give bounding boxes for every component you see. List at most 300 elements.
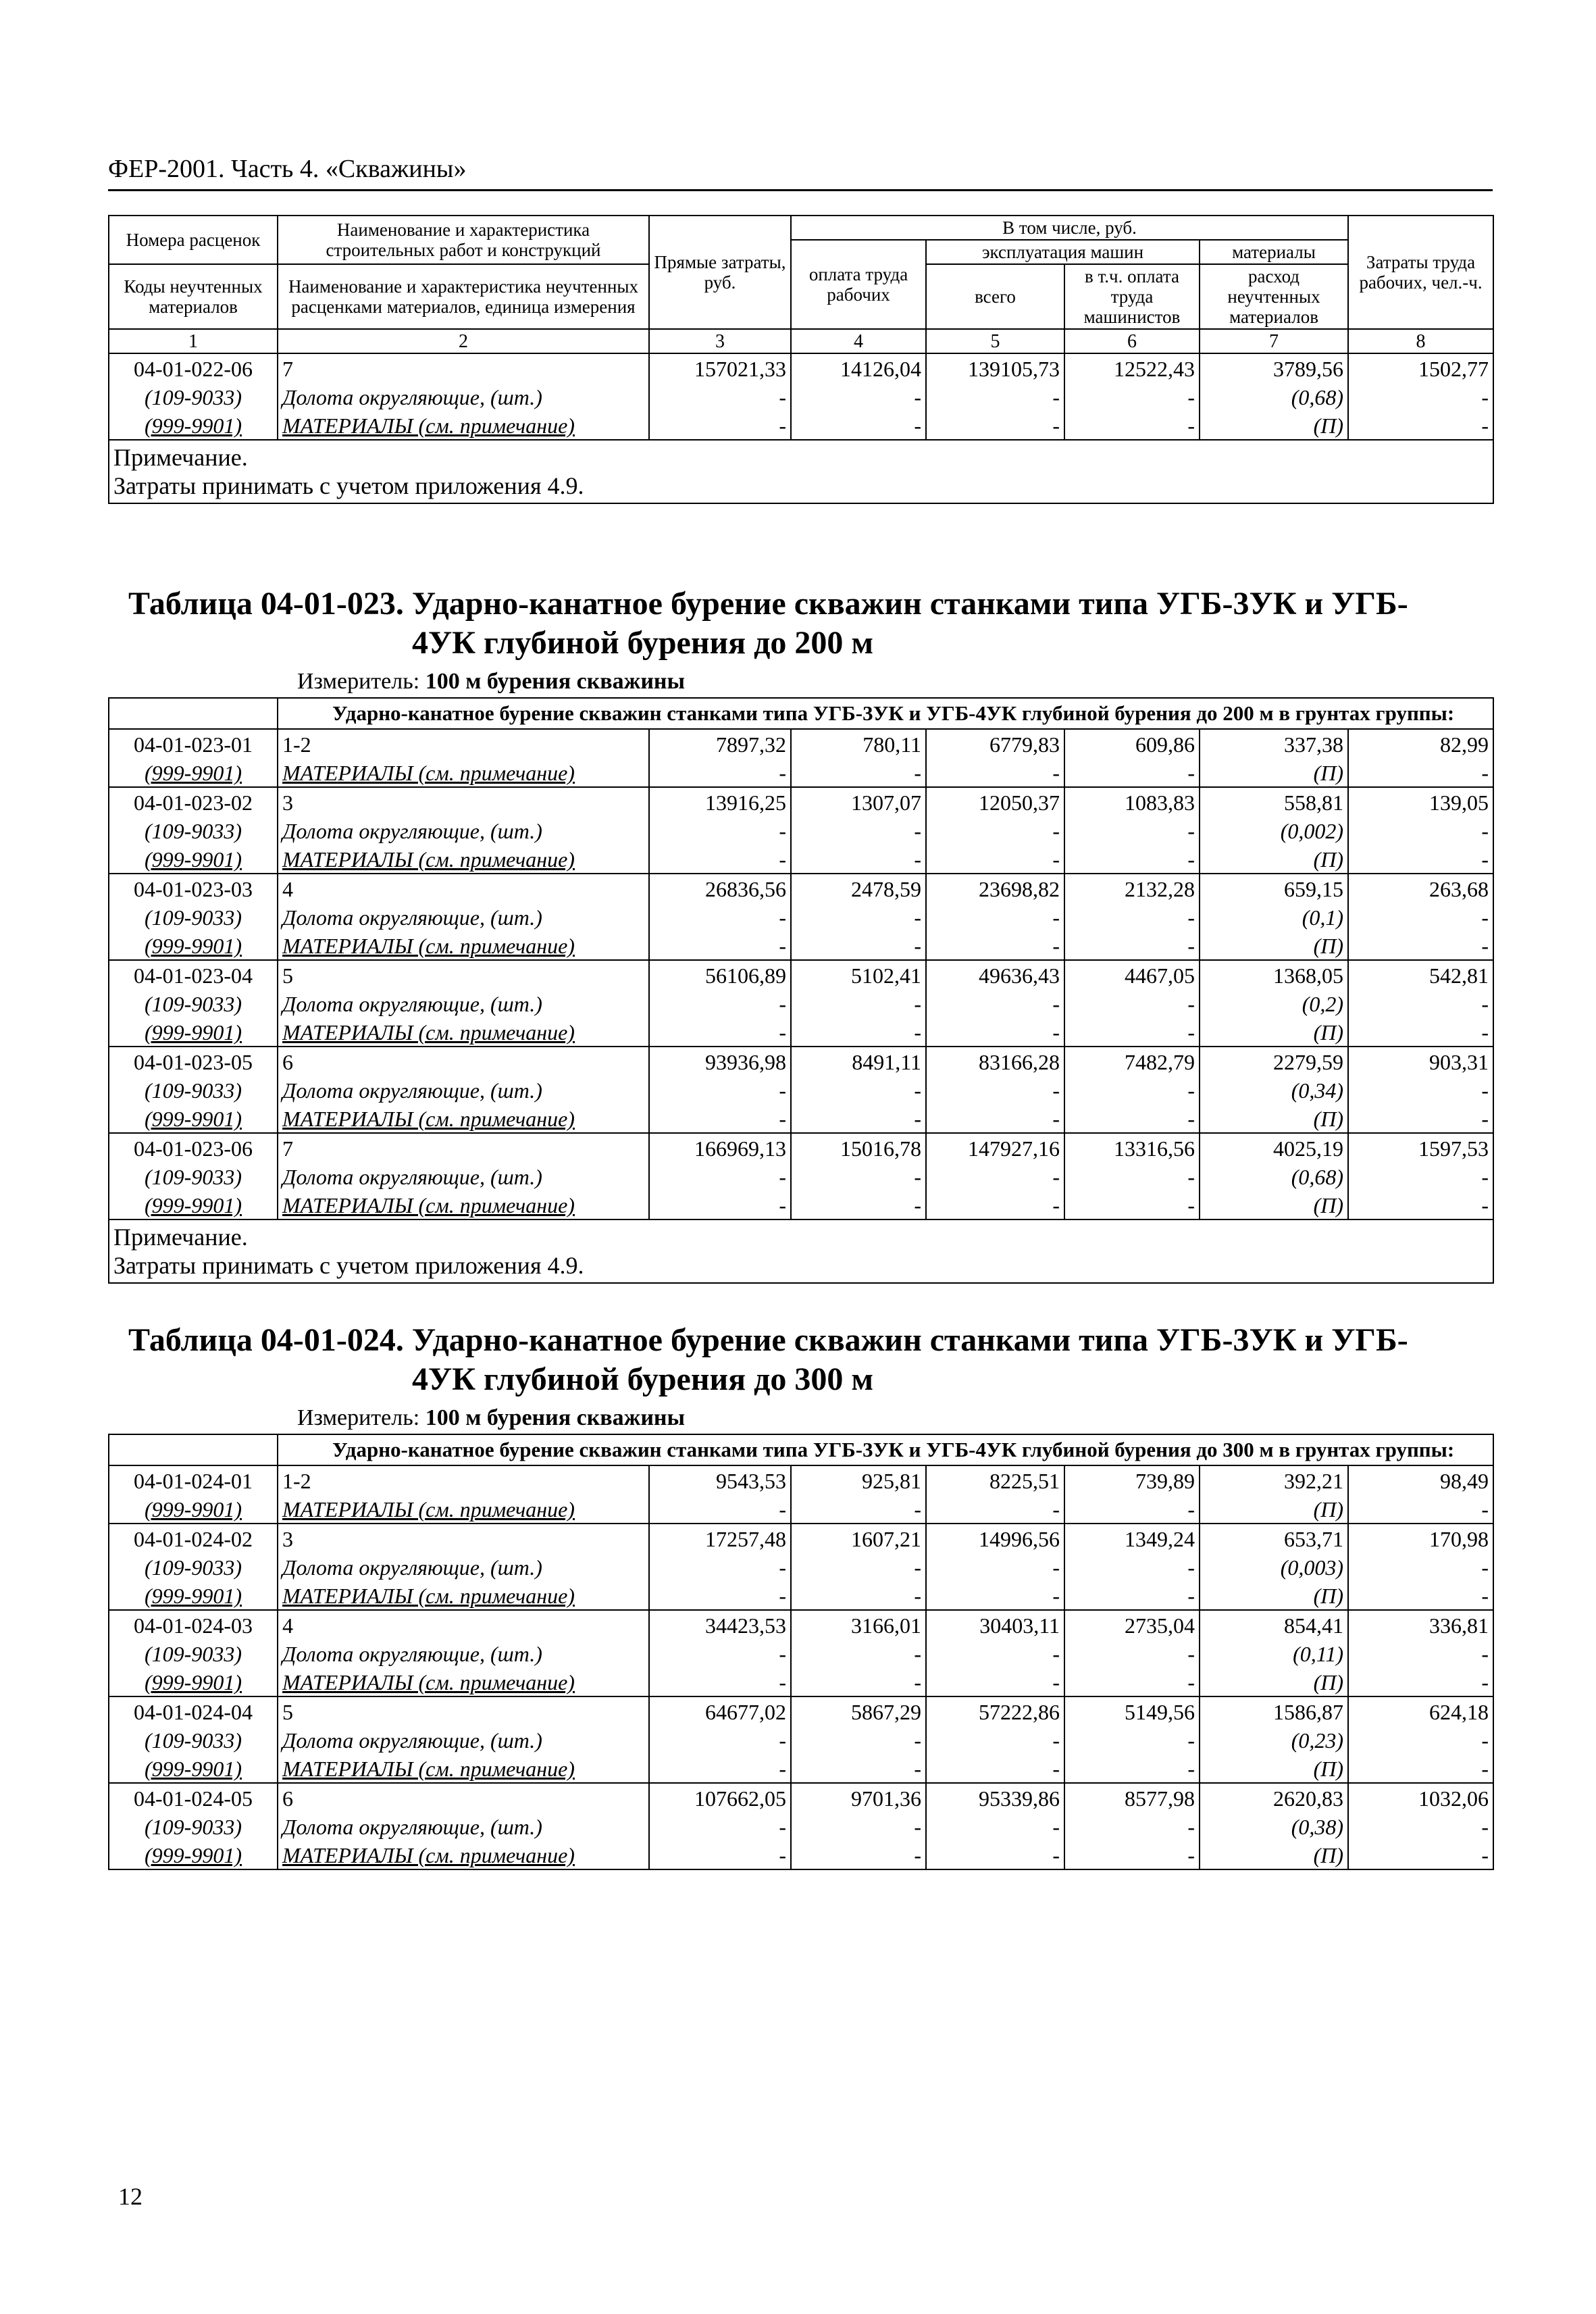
table-row-rate <box>109 1524 1493 1553</box>
header-material-codes: Коды неучтенных материалов <box>109 264 278 329</box>
direct-costs-cell: 26836,56 <box>649 874 791 903</box>
labor-cost-cell: - <box>1348 1840 1493 1869</box>
rate-code-cell: (999-9901) <box>109 758 278 787</box>
labor-pay-cell: - <box>791 1812 926 1840</box>
labor-pay-cell: - <box>791 1076 926 1104</box>
materials-cell: 392,21 <box>1200 1465 1348 1494</box>
materials-cell: 659,15 <box>1200 874 1348 903</box>
labor-pay-cell: - <box>791 1190 926 1219</box>
machine-labor-cell: - <box>1064 989 1200 1017</box>
labor-cost-cell: - <box>1348 1190 1493 1219</box>
table-body <box>109 1465 1493 1869</box>
machine-total-cell: - <box>926 903 1064 931</box>
direct-costs-cell: - <box>649 382 791 411</box>
table-row-material <box>109 989 1493 1017</box>
table-row-material <box>109 903 1493 931</box>
rate-code-cell: (999-9901) <box>109 845 278 874</box>
machine-total-cell: - <box>926 1104 1064 1133</box>
table-row-material <box>109 382 1493 411</box>
direct-costs-cell: - <box>649 1840 791 1869</box>
machine-total-cell: 95339,86 <box>926 1783 1064 1812</box>
labor-cost-cell: - <box>1348 1017 1493 1047</box>
machine-total-cell: - <box>926 1754 1064 1783</box>
materials-cell: (0,68) <box>1200 382 1348 411</box>
note-row <box>109 440 1493 503</box>
table-row-material <box>109 411 1493 440</box>
measure-value: 100 м бурения скважины <box>425 1405 686 1430</box>
machine-labor-cell: - <box>1064 1726 1200 1754</box>
machine-labor-cell: 5149,56 <box>1064 1696 1200 1726</box>
header-material-name: Наименование и характеристика неучтенных расценками материалов, единица измерения <box>278 264 649 329</box>
rates-table-023 <box>108 697 1494 1284</box>
direct-costs-cell: 17257,48 <box>649 1524 791 1553</box>
labor-pay-cell: 1607,21 <box>791 1524 926 1553</box>
direct-costs-cell: - <box>649 758 791 787</box>
materials-cell: (П) <box>1200 1190 1348 1219</box>
group-title: Ударно-канатное бурение скважин станками типа УГБ-3УК и УГБ-4УК глубиной бурения до 300 м в грунтах группы: <box>278 1434 1493 1465</box>
labor-pay-cell: - <box>791 758 926 787</box>
materials-cell: (0,34) <box>1200 1076 1348 1104</box>
direct-costs-cell: 64677,02 <box>649 1696 791 1726</box>
materials-cell: (П) <box>1200 1104 1348 1133</box>
machine-labor-cell: - <box>1064 1076 1200 1104</box>
materials-cell: (П) <box>1200 1494 1348 1524</box>
labor-cost-cell: - <box>1348 1667 1493 1696</box>
title-line: Таблица 04-01-023. Ударно-канатное бурение скважин станками типа УГБ-3УК и УГБ- <box>128 586 1408 622</box>
work-name-cell: МАТЕРИАЛЫ (см. примечание) <box>278 1754 649 1783</box>
machine-labor-cell: - <box>1064 411 1200 440</box>
work-name-cell: Долота округляющие, (шт.) <box>278 816 649 845</box>
machine-labor-cell: 12522,43 <box>1064 353 1200 382</box>
work-name-cell: 5 <box>278 1696 649 1726</box>
labor-cost-cell: - <box>1348 411 1493 440</box>
labor-cost-cell: 336,81 <box>1348 1610 1493 1639</box>
table-row-material <box>109 758 1493 787</box>
table-row-rate <box>109 874 1493 903</box>
table-row-rate <box>109 729 1493 758</box>
column-number: 2 <box>278 329 649 353</box>
group-title-row <box>109 1434 1493 1465</box>
direct-costs-cell: 7897,32 <box>649 729 791 758</box>
materials-cell: 1586,87 <box>1200 1696 1348 1726</box>
work-name-cell: МАТЕРИАЛЫ (см. примечание) <box>278 411 649 440</box>
materials-cell: (П) <box>1200 411 1348 440</box>
table-023-title <box>108 584 1493 663</box>
materials-cell: 4025,19 <box>1200 1133 1348 1162</box>
rate-code-cell: (999-9901) <box>109 931 278 960</box>
machine-labor-cell: 739,89 <box>1064 1465 1200 1494</box>
rate-code-cell: (109-9033) <box>109 989 278 1017</box>
group-title-spacer <box>109 1434 278 1465</box>
table-row-material <box>109 1190 1493 1219</box>
labor-cost-cell: - <box>1348 989 1493 1017</box>
table-row-rate <box>109 353 1493 382</box>
rate-code-cell: (999-9901) <box>109 1581 278 1610</box>
machine-labor-cell: 13316,56 <box>1064 1133 1200 1162</box>
machine-total-cell: - <box>926 758 1064 787</box>
header-labor-pay: оплата труда рабочих <box>791 240 926 329</box>
rate-code-cell: 04-01-023-04 <box>109 960 278 989</box>
table-row-rate <box>109 1696 1493 1726</box>
table-body <box>109 353 1493 440</box>
labor-pay-cell: 5102,41 <box>791 960 926 989</box>
materials-cell: 2620,83 <box>1200 1783 1348 1812</box>
labor-pay-cell: - <box>791 1104 926 1133</box>
note-text: Затраты принимать с учетом приложения 4.9. <box>113 472 584 499</box>
header-materials-consumption: расход неучтенных материалов <box>1200 264 1348 329</box>
machine-labor-cell: - <box>1064 845 1200 874</box>
rate-code-cell: 04-01-023-05 <box>109 1047 278 1076</box>
labor-cost-cell: - <box>1348 1581 1493 1610</box>
labor-cost-cell: - <box>1348 1639 1493 1667</box>
materials-cell: (П) <box>1200 1581 1348 1610</box>
materials-cell: (0,002) <box>1200 816 1348 845</box>
header-machine-total: всего <box>926 264 1064 329</box>
rate-code-cell: 04-01-024-01 <box>109 1465 278 1494</box>
rate-code-cell: 04-01-022-06 <box>109 353 278 382</box>
rates-table-024 <box>108 1434 1494 1870</box>
direct-costs-cell: - <box>649 1639 791 1667</box>
direct-costs-cell: - <box>649 1754 791 1783</box>
labor-pay-cell: 2478,59 <box>791 874 926 903</box>
header-direct-costs: Прямые затраты, руб. <box>649 216 791 329</box>
materials-cell: 2279,59 <box>1200 1047 1348 1076</box>
materials-cell: (П) <box>1200 1667 1348 1696</box>
machine-labor-cell: - <box>1064 1104 1200 1133</box>
machine-total-cell: - <box>926 1581 1064 1610</box>
rates-table-022 <box>108 215 1494 504</box>
labor-pay-cell: - <box>791 989 926 1017</box>
direct-costs-cell: - <box>649 1162 791 1190</box>
work-name-cell: МАТЕРИАЛЫ (см. примечание) <box>278 1667 649 1696</box>
direct-costs-cell: - <box>649 816 791 845</box>
title-line: Таблица 04-01-024. Ударно-канатное бурение скважин станками типа УГБ-3УК и УГБ- <box>128 1322 1408 1358</box>
machine-labor-cell: - <box>1064 758 1200 787</box>
labor-cost-cell: - <box>1348 1754 1493 1783</box>
labor-pay-cell: - <box>791 1494 926 1524</box>
work-name-cell: 4 <box>278 874 649 903</box>
labor-cost-cell: 82,99 <box>1348 729 1493 758</box>
column-number: 8 <box>1348 329 1493 353</box>
machine-labor-cell: 609,86 <box>1064 729 1200 758</box>
direct-costs-cell: - <box>649 1667 791 1696</box>
materials-cell: (0,003) <box>1200 1553 1348 1581</box>
work-name-cell: МАТЕРИАЛЫ (см. примечание) <box>278 931 649 960</box>
work-name-cell: 3 <box>278 1524 649 1553</box>
work-name-cell: Долота округляющие, (шт.) <box>278 1726 649 1754</box>
work-name-cell: Долота округляющие, (шт.) <box>278 1162 649 1190</box>
table-row-material <box>109 1726 1493 1754</box>
machine-labor-cell: 7482,79 <box>1064 1047 1200 1076</box>
labor-pay-cell: 5867,29 <box>791 1696 926 1726</box>
group-title: Ударно-канатное бурение скважин станками типа УГБ-3УК и УГБ-4УК глубиной бурения до 200 м в грунтах группы: <box>278 698 1493 729</box>
table-row-material <box>109 816 1493 845</box>
direct-costs-cell: 56106,89 <box>649 960 791 989</box>
table-row-material <box>109 1104 1493 1133</box>
labor-pay-cell: - <box>791 382 926 411</box>
machine-total-cell: 57222,86 <box>926 1696 1064 1726</box>
work-name-cell: Долота округляющие, (шт.) <box>278 1076 649 1104</box>
rate-code-cell: (109-9033) <box>109 1162 278 1190</box>
work-name-cell: МАТЕРИАЛЫ (см. примечание) <box>278 1190 649 1219</box>
work-name-cell: Долота округляющие, (шт.) <box>278 989 649 1017</box>
machine-labor-cell: - <box>1064 903 1200 931</box>
table-row-material <box>109 1581 1493 1610</box>
machine-total-cell: - <box>926 382 1064 411</box>
work-name-cell: 6 <box>278 1047 649 1076</box>
machine-labor-cell: 2735,04 <box>1064 1610 1200 1639</box>
table-row-material <box>109 845 1493 874</box>
table-row-material <box>109 1017 1493 1047</box>
work-name-cell: Долота округляющие, (шт.) <box>278 1812 649 1840</box>
labor-cost-cell: - <box>1348 1726 1493 1754</box>
materials-cell: 1368,05 <box>1200 960 1348 989</box>
labor-cost-cell: - <box>1348 382 1493 411</box>
machine-total-cell: 6779,83 <box>926 729 1064 758</box>
machine-total-cell: - <box>926 1812 1064 1840</box>
measure-value: 100 м бурения скважины <box>425 669 686 694</box>
note-title: Примечание. <box>113 444 248 471</box>
table-row-rate <box>109 1783 1493 1812</box>
machine-total-cell: - <box>926 1553 1064 1581</box>
work-name-cell: МАТЕРИАЛЫ (см. примечание) <box>278 1494 649 1524</box>
work-name-cell: МАТЕРИАЛЫ (см. примечание) <box>278 1581 649 1610</box>
table-row-material <box>109 1162 1493 1190</box>
machine-labor-cell: 4467,05 <box>1064 960 1200 989</box>
machine-total-cell: 8225,51 <box>926 1465 1064 1494</box>
labor-cost-cell: 263,68 <box>1348 874 1493 903</box>
direct-costs-cell: - <box>649 411 791 440</box>
direct-costs-cell: - <box>649 1726 791 1754</box>
rate-code-cell: (999-9901) <box>109 1754 278 1783</box>
rate-code-cell: (999-9901) <box>109 1017 278 1047</box>
machine-total-cell: - <box>926 411 1064 440</box>
table-row-material <box>109 1553 1493 1581</box>
materials-cell: (0,11) <box>1200 1639 1348 1667</box>
machine-labor-cell: - <box>1064 816 1200 845</box>
labor-pay-cell: 15016,78 <box>791 1133 926 1162</box>
direct-costs-cell: 13916,25 <box>649 787 791 816</box>
materials-cell: 653,71 <box>1200 1524 1348 1553</box>
measure-label: Измеритель: <box>297 1405 420 1430</box>
machine-labor-cell: - <box>1064 1162 1200 1190</box>
machine-total-cell: - <box>926 1076 1064 1104</box>
labor-cost-cell: - <box>1348 816 1493 845</box>
column-number: 6 <box>1064 329 1200 353</box>
table-note <box>109 440 1493 503</box>
note-title: Примечание. <box>113 1224 248 1251</box>
materials-cell: (0,68) <box>1200 1162 1348 1190</box>
machine-total-cell: - <box>926 931 1064 960</box>
title-line: 4УК глубиной бурения до 200 м <box>412 625 874 661</box>
materials-cell: 558,81 <box>1200 787 1348 816</box>
table-024-title <box>108 1321 1493 1399</box>
machine-labor-cell: 1083,83 <box>1064 787 1200 816</box>
machine-total-cell: - <box>926 1017 1064 1047</box>
labor-cost-cell: - <box>1348 1162 1493 1190</box>
machine-labor-cell: - <box>1064 1639 1200 1667</box>
machine-total-cell: - <box>926 816 1064 845</box>
materials-cell: (П) <box>1200 1754 1348 1783</box>
labor-pay-cell: 9701,36 <box>791 1783 926 1812</box>
rate-code-cell: (999-9901) <box>109 1104 278 1133</box>
direct-costs-cell: - <box>649 1076 791 1104</box>
labor-cost-cell: - <box>1348 845 1493 874</box>
table-row-material <box>109 1494 1493 1524</box>
machine-total-cell: 83166,28 <box>926 1047 1064 1076</box>
labor-pay-cell: 1307,07 <box>791 787 926 816</box>
rate-code-cell: (109-9033) <box>109 1076 278 1104</box>
machine-labor-cell: - <box>1064 1190 1200 1219</box>
machine-labor-cell: - <box>1064 1494 1200 1524</box>
title-line: 4УК глубиной бурения до 300 м <box>412 1361 874 1397</box>
work-name-cell: Долота округляющие, (шт.) <box>278 382 649 411</box>
table-body <box>109 729 1493 1219</box>
table-row-rate <box>109 787 1493 816</box>
rate-code-cell: (999-9901) <box>109 1494 278 1524</box>
note-row <box>109 1219 1493 1283</box>
labor-pay-cell: - <box>791 1553 926 1581</box>
direct-costs-cell: 9543,53 <box>649 1465 791 1494</box>
group-title-spacer <box>109 698 278 729</box>
machine-total-cell: - <box>926 989 1064 1017</box>
labor-pay-cell: - <box>791 1726 926 1754</box>
machine-total-cell: 12050,37 <box>926 787 1064 816</box>
direct-costs-cell: - <box>649 1017 791 1047</box>
labor-cost-cell: - <box>1348 1553 1493 1581</box>
machine-total-cell: 139105,73 <box>926 353 1064 382</box>
labor-pay-cell: - <box>791 816 926 845</box>
labor-pay-cell: - <box>791 845 926 874</box>
page-header: ФЕР-2001. Часть 4. «Скважины» <box>108 154 1493 191</box>
table-note <box>109 1219 1493 1283</box>
machine-labor-cell: - <box>1064 1812 1200 1840</box>
materials-cell: (0,38) <box>1200 1812 1348 1840</box>
work-name-cell: МАТЕРИАЛЫ (см. примечание) <box>278 1104 649 1133</box>
labor-pay-cell: 925,81 <box>791 1465 926 1494</box>
direct-costs-cell: 34423,53 <box>649 1610 791 1639</box>
labor-cost-cell: - <box>1348 1494 1493 1524</box>
labor-cost-cell: 1502,77 <box>1348 353 1493 382</box>
machine-total-cell: - <box>926 1667 1064 1696</box>
machine-total-cell: 14996,56 <box>926 1524 1064 1553</box>
work-name-cell: 7 <box>278 353 649 382</box>
work-name-cell: МАТЕРИАЛЫ (см. примечание) <box>278 845 649 874</box>
table-row-rate <box>109 1610 1493 1639</box>
work-name-cell: Долота округляющие, (шт.) <box>278 1639 649 1667</box>
machine-labor-cell: - <box>1064 1840 1200 1869</box>
work-name-cell: 7 <box>278 1133 649 1162</box>
work-name-cell: Долота округляющие, (шт.) <box>278 903 649 931</box>
machine-labor-cell: - <box>1064 931 1200 960</box>
table-row-material <box>109 1639 1493 1667</box>
rate-code-cell: 04-01-024-02 <box>109 1524 278 1553</box>
labor-pay-cell: 3166,01 <box>791 1610 926 1639</box>
header-machine-labor: в т.ч. оплата труда машинистов <box>1064 264 1200 329</box>
work-name-cell: 6 <box>278 1783 649 1812</box>
header-materials: материалы <box>1200 240 1348 264</box>
table-row-rate <box>109 1047 1493 1076</box>
labor-pay-cell: 14126,04 <box>791 353 926 382</box>
rate-code-cell: (109-9033) <box>109 1812 278 1840</box>
work-name-cell: Долота округляющие, (шт.) <box>278 1553 649 1581</box>
labor-cost-cell: 139,05 <box>1348 787 1493 816</box>
column-number: 4 <box>791 329 926 353</box>
group-title-row <box>109 698 1493 729</box>
work-name-cell: 3 <box>278 787 649 816</box>
rate-code-cell: (109-9033) <box>109 1639 278 1667</box>
labor-pay-cell: 8491,11 <box>791 1047 926 1076</box>
materials-cell: (П) <box>1200 758 1348 787</box>
header-labor-cost: Затраты труда рабочих, чел.-ч. <box>1348 216 1493 329</box>
direct-costs-cell: - <box>649 845 791 874</box>
materials-cell: (П) <box>1200 1840 1348 1869</box>
machine-labor-cell: - <box>1064 1754 1200 1783</box>
measure-label: Измеритель: <box>297 669 420 694</box>
machine-total-cell: - <box>926 1639 1064 1667</box>
work-name-cell: МАТЕРИАЛЫ (см. примечание) <box>278 758 649 787</box>
rate-code-cell: (109-9033) <box>109 816 278 845</box>
rate-code-cell: (109-9033) <box>109 903 278 931</box>
labor-pay-cell: - <box>791 1162 926 1190</box>
machine-total-cell: - <box>926 1190 1064 1219</box>
rate-code-cell: 04-01-023-03 <box>109 874 278 903</box>
labor-pay-cell: - <box>791 1840 926 1869</box>
labor-cost-cell: - <box>1348 931 1493 960</box>
machine-labor-cell: - <box>1064 382 1200 411</box>
rate-code-cell: (999-9901) <box>109 1190 278 1219</box>
materials-cell: (П) <box>1200 931 1348 960</box>
labor-cost-cell: - <box>1348 1812 1493 1840</box>
direct-costs-cell: - <box>649 931 791 960</box>
header-work-name: Наименование и характеристика строительных работ и конструкций <box>278 216 649 264</box>
column-number: 3 <box>649 329 791 353</box>
machine-labor-cell: - <box>1064 1553 1200 1581</box>
table-row-material <box>109 1667 1493 1696</box>
labor-pay-cell: - <box>791 1639 926 1667</box>
direct-costs-cell: - <box>649 1494 791 1524</box>
table-row-rate <box>109 1133 1493 1162</box>
table-row-material <box>109 931 1493 960</box>
work-name-cell: МАТЕРИАЛЫ (см. примечание) <box>278 1840 649 1869</box>
direct-costs-cell: 166969,13 <box>649 1133 791 1162</box>
direct-costs-cell: - <box>649 1812 791 1840</box>
table-024-measure <box>297 1405 685 1431</box>
table-row-material <box>109 1812 1493 1840</box>
labor-pay-cell: - <box>791 411 926 440</box>
labor-pay-cell: - <box>791 1754 926 1783</box>
rate-code-cell: (999-9901) <box>109 1840 278 1869</box>
machine-total-cell: - <box>926 1494 1064 1524</box>
materials-cell: (0,2) <box>1200 989 1348 1017</box>
labor-cost-cell: - <box>1348 1076 1493 1104</box>
direct-costs-cell: - <box>649 1104 791 1133</box>
direct-costs-cell: - <box>649 1581 791 1610</box>
rate-code-cell: (109-9033) <box>109 382 278 411</box>
direct-costs-cell: - <box>649 1553 791 1581</box>
rate-code-cell: 04-01-024-05 <box>109 1783 278 1812</box>
rate-code-cell: (109-9033) <box>109 1553 278 1581</box>
rate-code-cell: 04-01-024-04 <box>109 1696 278 1726</box>
rate-code-cell: 04-01-023-01 <box>109 729 278 758</box>
table-row-material <box>109 1754 1493 1783</box>
labor-cost-cell: 1032,06 <box>1348 1783 1493 1812</box>
machine-total-cell: 23698,82 <box>926 874 1064 903</box>
column-number: 7 <box>1200 329 1348 353</box>
work-name-cell: 1-2 <box>278 729 649 758</box>
column-number: 5 <box>926 329 1064 353</box>
labor-pay-cell: 780,11 <box>791 729 926 758</box>
